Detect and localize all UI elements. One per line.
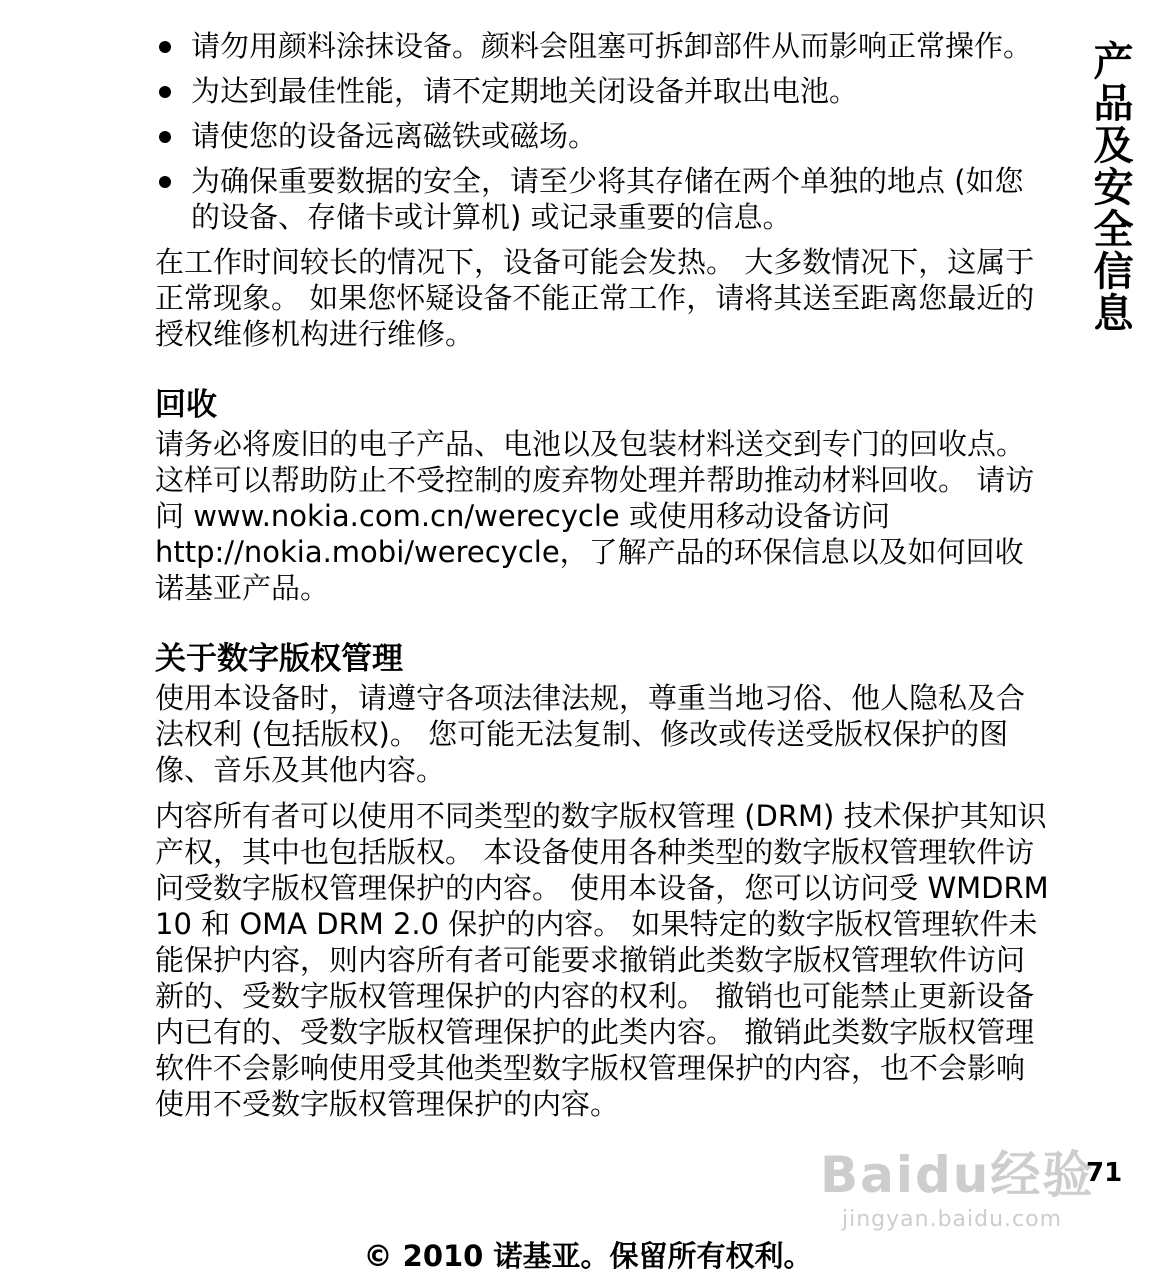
list-item <box>155 73 1050 109</box>
list-item-text: 请使您的设备远离磁铁或磁场。 <box>191 119 598 153</box>
list-item <box>155 118 1050 154</box>
page-content <box>155 28 1050 1132</box>
list-item-text: 为确保重要数据的安全，请至少将其存储在两个单独的地点 (如您的设备、存储卡或计算机) 或记录重要的信息。 <box>191 164 1024 234</box>
list-item <box>155 28 1050 64</box>
list-item <box>155 163 1050 235</box>
section-title-vertical: 产品及安全信息 <box>1087 40 1133 334</box>
recycle-heading: 回收 <box>155 387 217 423</box>
watermark-url: jingyan.baidu.com <box>842 1207 1063 1232</box>
bullet-icon <box>159 86 171 98</box>
drm-heading: 关于数字版权管理 <box>155 641 403 677</box>
page-number: 71 <box>1086 1158 1123 1188</box>
list-item-text: 为达到最佳性能，请不定期地关闭设备并取出电池。 <box>191 74 859 108</box>
recycle-paragraph: 请务必将废旧的电子产品、电池以及包装材料送交到专门的回收点。 这样可以帮助防止不受控制的废弃物处理并帮助推动材料回收。 请访问 www.nokia.com.cn/werecycle 或使用移动设备访问 http://nokia.mobi/werecycle，了解产品的环保信息以及如何回收诺基亚产品。 <box>155 427 1035 605</box>
care-bullet-list <box>155 28 1050 235</box>
copyright-footer: © 2010 诺基亚。保留所有权利。 <box>363 1239 813 1273</box>
list-item-text: 请勿用颜料涂抹设备。颜料会阻塞可拆卸部件从而影响正常操作。 <box>191 29 1033 63</box>
drm-paragraph-2: 内容所有者可以使用不同类型的数字版权管理 (DRM) 技术保护其知识产权，其中也包括版权。 本设备使用各种类型的数字版权管理软件访问受数字版权管理保护的内容。 使用本设备，您可以访问受 WMDRM 10 和 OMA DRM 2.0 保护的内容。 如果特定的数字版权管理软件未能保护内容，则内容所有者可能要求撤销此类数字版权管理软件访问新的、受数字版权管理保护的内容的权利。 撤销也可能禁止更新设备内已有的、受数字版权管理保护的此类内容。 撤销此类数字版权管理软件不会影响使用受其他类型数字版权管理保护的内容，也不会影响使用不受数字版权管理保护的内容。 <box>155 799 1049 1121</box>
heat-paragraph: 在工作时间较长的情况下，设备可能会发热。 大多数情况下，这属于正常现象。 如果您怀疑设备不能正常工作，请将其送至距离您最近的授权维修机构进行维修。 <box>155 245 1035 351</box>
bullet-icon <box>159 176 171 188</box>
watermark-logo: Baidu经验 <box>820 1146 1095 1204</box>
bullet-icon <box>159 131 171 143</box>
bullet-icon <box>159 41 171 53</box>
drm-paragraph-1: 使用本设备时，请遵守各项法律法规，尊重当地习俗、他人隐私及合法权利 (包括版权)。 您可能无法复制、修改或传送受版权保护的图像、音乐及其他内容。 <box>155 681 1026 787</box>
baidu-watermark <box>820 1135 1123 1232</box>
